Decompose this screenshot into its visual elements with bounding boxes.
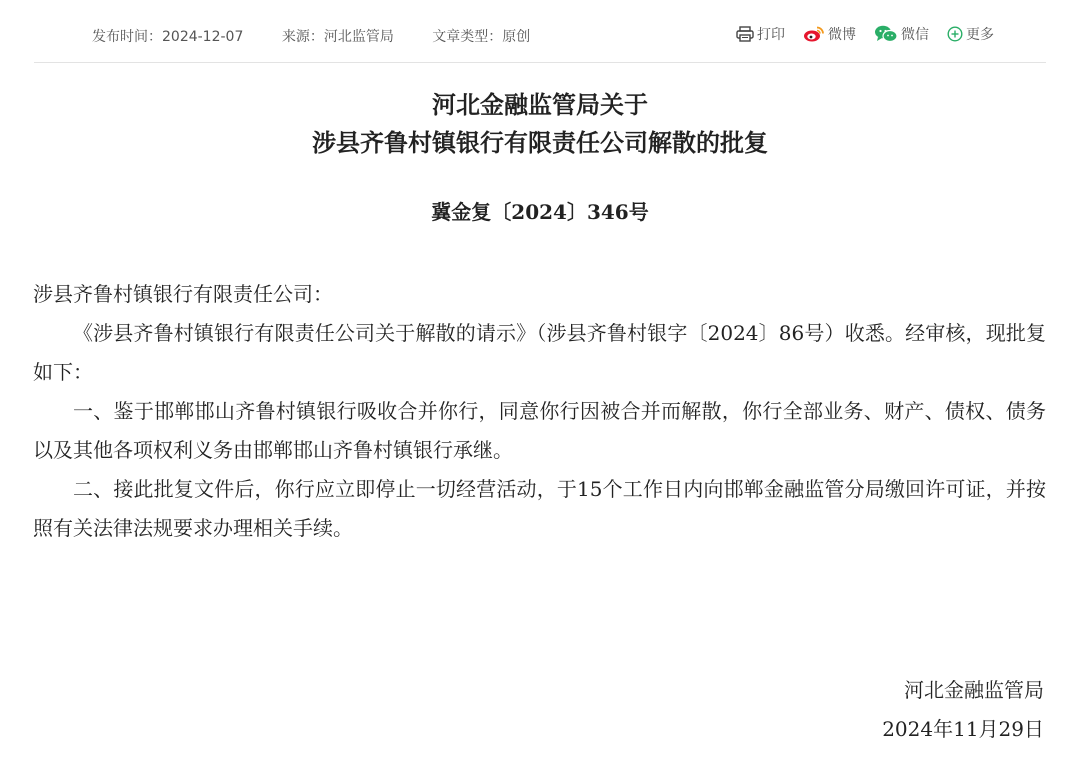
- more-share-button[interactable]: [947, 24, 994, 44]
- weibo-icon: [803, 25, 825, 43]
- wechat-icon: [874, 25, 898, 43]
- print-label: 打印: [757, 27, 785, 43]
- title-line-1: 河北金融监管局关于: [432, 91, 648, 119]
- article-meta-bar: [34, 0, 1046, 63]
- publish-time: 发布时间：2024-12-07: [92, 29, 244, 45]
- signature-org: 河北金融监管局: [904, 678, 1044, 702]
- document-number: 冀金复〔2024〕346号: [431, 200, 649, 224]
- article-title: [0, 86, 1080, 162]
- wechat-share-button[interactable]: [874, 24, 929, 44]
- article-type: 文章类型：原创: [432, 29, 531, 45]
- source: 来源：河北监管局: [281, 29, 394, 45]
- paragraph-2: 一、鉴于邯郸邯山齐鲁村镇银行吸收合并你行，同意你行因被合并而解散，你行全部业务、财产、债权、债务以及其他各项权利义务由邯郸邯山齐鲁村镇银行承继。: [33, 399, 1046, 462]
- weibo-label: 微博: [828, 27, 856, 43]
- paragraph-1: 《涉县齐鲁村镇银行有限责任公司关于解散的请示》（涉县齐鲁村银字〔2024〕86号）收悉。经审核，现批复如下：: [33, 321, 1046, 384]
- title-line-2: 涉县齐鲁村镇银行有限责任公司解散的批复: [312, 129, 768, 157]
- more-label: 更多: [966, 27, 994, 43]
- article-body: [33, 275, 1046, 548]
- printer-icon: [736, 26, 754, 42]
- plus-circle-icon: [947, 26, 963, 42]
- print-button[interactable]: [736, 24, 785, 44]
- weibo-share-button[interactable]: [803, 24, 856, 44]
- share-toolbar: [718, 24, 994, 44]
- salutation: 涉县齐鲁村镇银行有限责任公司：: [33, 282, 333, 306]
- signature-date: 2024年11月29日: [882, 717, 1044, 741]
- paragraph-3: 二、接此批复文件后，你行应立即停止一切经营活动，于15个工作日内向邯郸金融监管分局缴回许可证，并按照有关法律法规要求办理相关手续。: [33, 477, 1046, 540]
- article-meta: [92, 26, 564, 46]
- wechat-label: 微信: [901, 27, 929, 43]
